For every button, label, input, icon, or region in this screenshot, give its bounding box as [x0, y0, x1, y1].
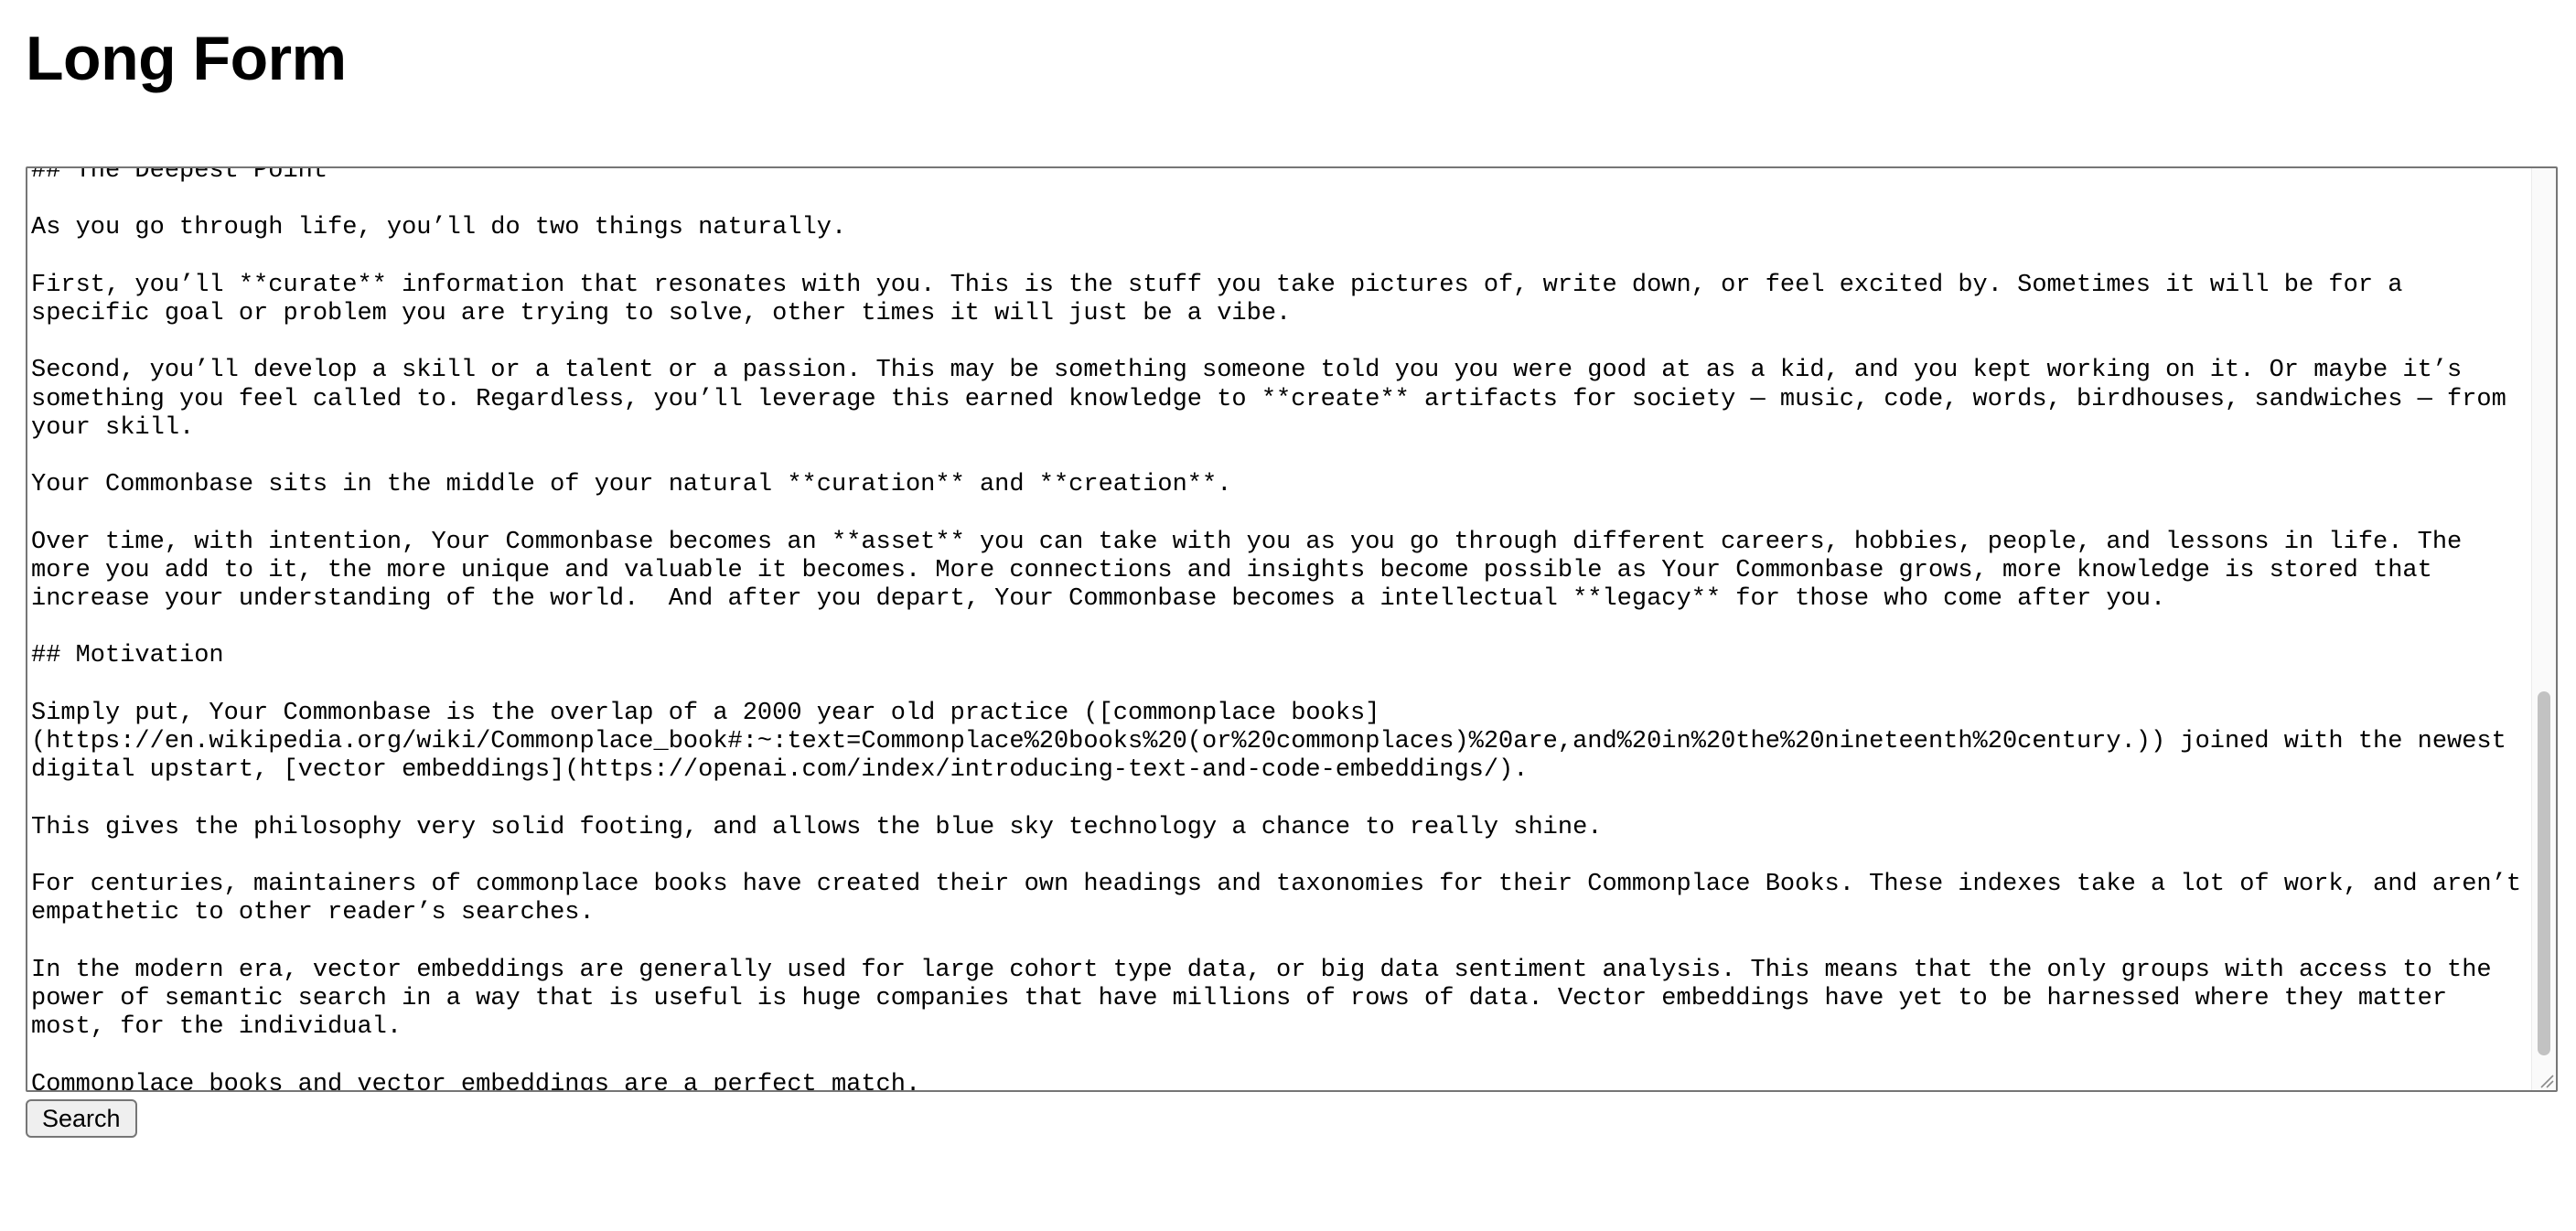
long-form-editor[interactable] [26, 166, 2558, 1092]
scrollbar-thumb[interactable] [2538, 691, 2550, 1055]
search-button[interactable]: Search [26, 1099, 137, 1138]
vertical-scrollbar[interactable] [2531, 168, 2556, 1090]
long-form-textarea[interactable] [27, 168, 2534, 1090]
resize-grip-icon[interactable] [2538, 1072, 2554, 1088]
page-title: Long Form [26, 24, 347, 93]
